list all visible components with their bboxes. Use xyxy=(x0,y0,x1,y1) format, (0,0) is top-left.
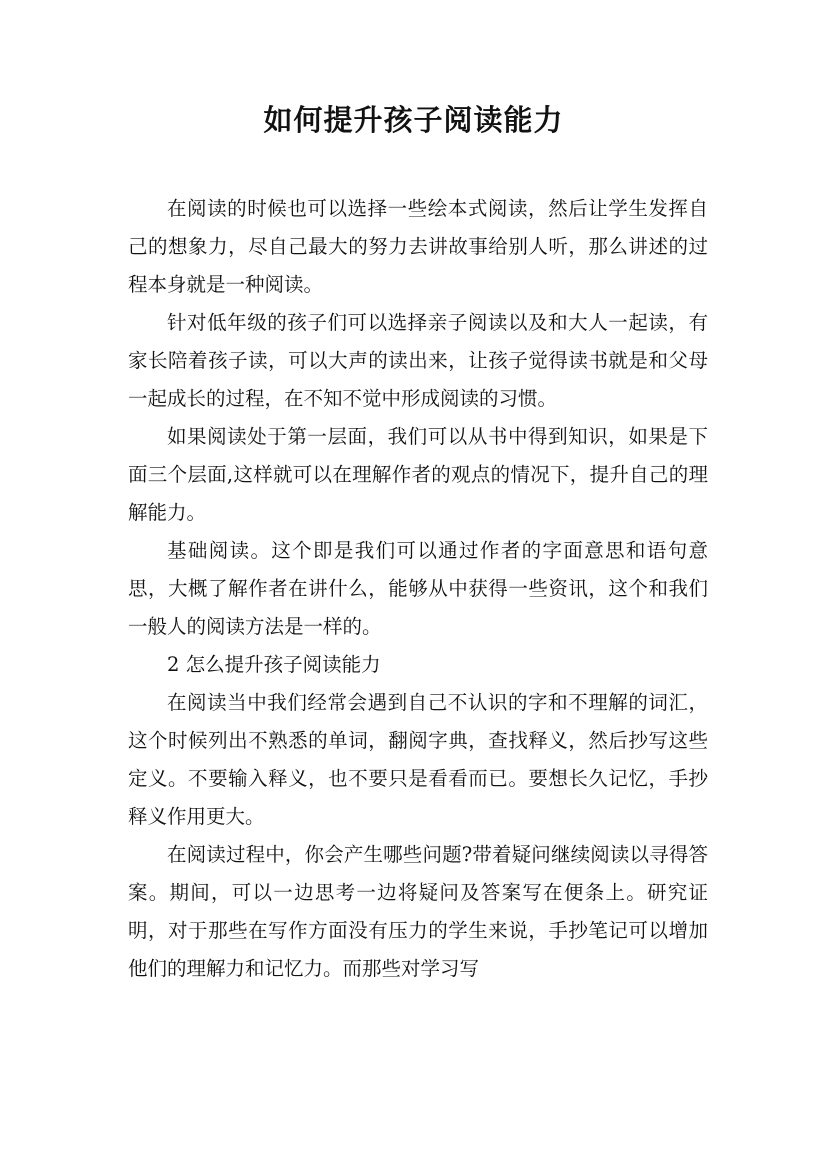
section-heading: 2 怎么提升孩子阅读能力 xyxy=(167,653,381,676)
paragraph: 如果阅读处于第一层面，我们可以从书中得到知识，如果是下面三个层面,这样就可以在理解作者的观点的情况下，提升自己的理解能力。 xyxy=(128,425,708,524)
paragraph: 在阅读过程中，你会产生哪些问题?带着疑问继续阅读以寻得答案。期间，可以一边思考一边将疑问及答案写在便条上。研究证明，对于那些在写作方面没有压力的学生来说，手抄笔记可以增加他们的理解力和记忆力。而那些对学习写 xyxy=(128,843,708,980)
paragraph: 在阅读当中我们经常会遇到自己不认识的字和不理解的词汇，这个时候列出不熟悉的单词，翻阅字典，查找释义，然后抄写这些定义。不要输入释义，也不要只是看看而已。要想长久记忆，手抄释义作用更大。 xyxy=(128,691,708,828)
document-body xyxy=(128,190,708,988)
document-title: 如何提升孩子阅读能力 xyxy=(263,103,564,137)
paragraph: 针对低年级的孩子们可以选择亲子阅读以及和大人一起读，有家长陪着孩子读，可以大声的读出来，让孩子觉得读书就是和父母一起成长的过程，在不知不觉中形成阅读的习惯。 xyxy=(128,311,708,410)
paragraph: 基础阅读。这个即是我们可以通过作者的字面意思和语句意思，大概了解作者在讲什么，能够从中获得一些资讯，这个和我们一般人的阅读方法是一样的。 xyxy=(128,539,708,638)
paragraph: 在阅读的时候也可以选择一些绘本式阅读，然后让学生发挥自己的想象力，尽自己最大的努力去讲故事给别人听，那么讲述的过程本身就是一种阅读。 xyxy=(128,197,708,296)
